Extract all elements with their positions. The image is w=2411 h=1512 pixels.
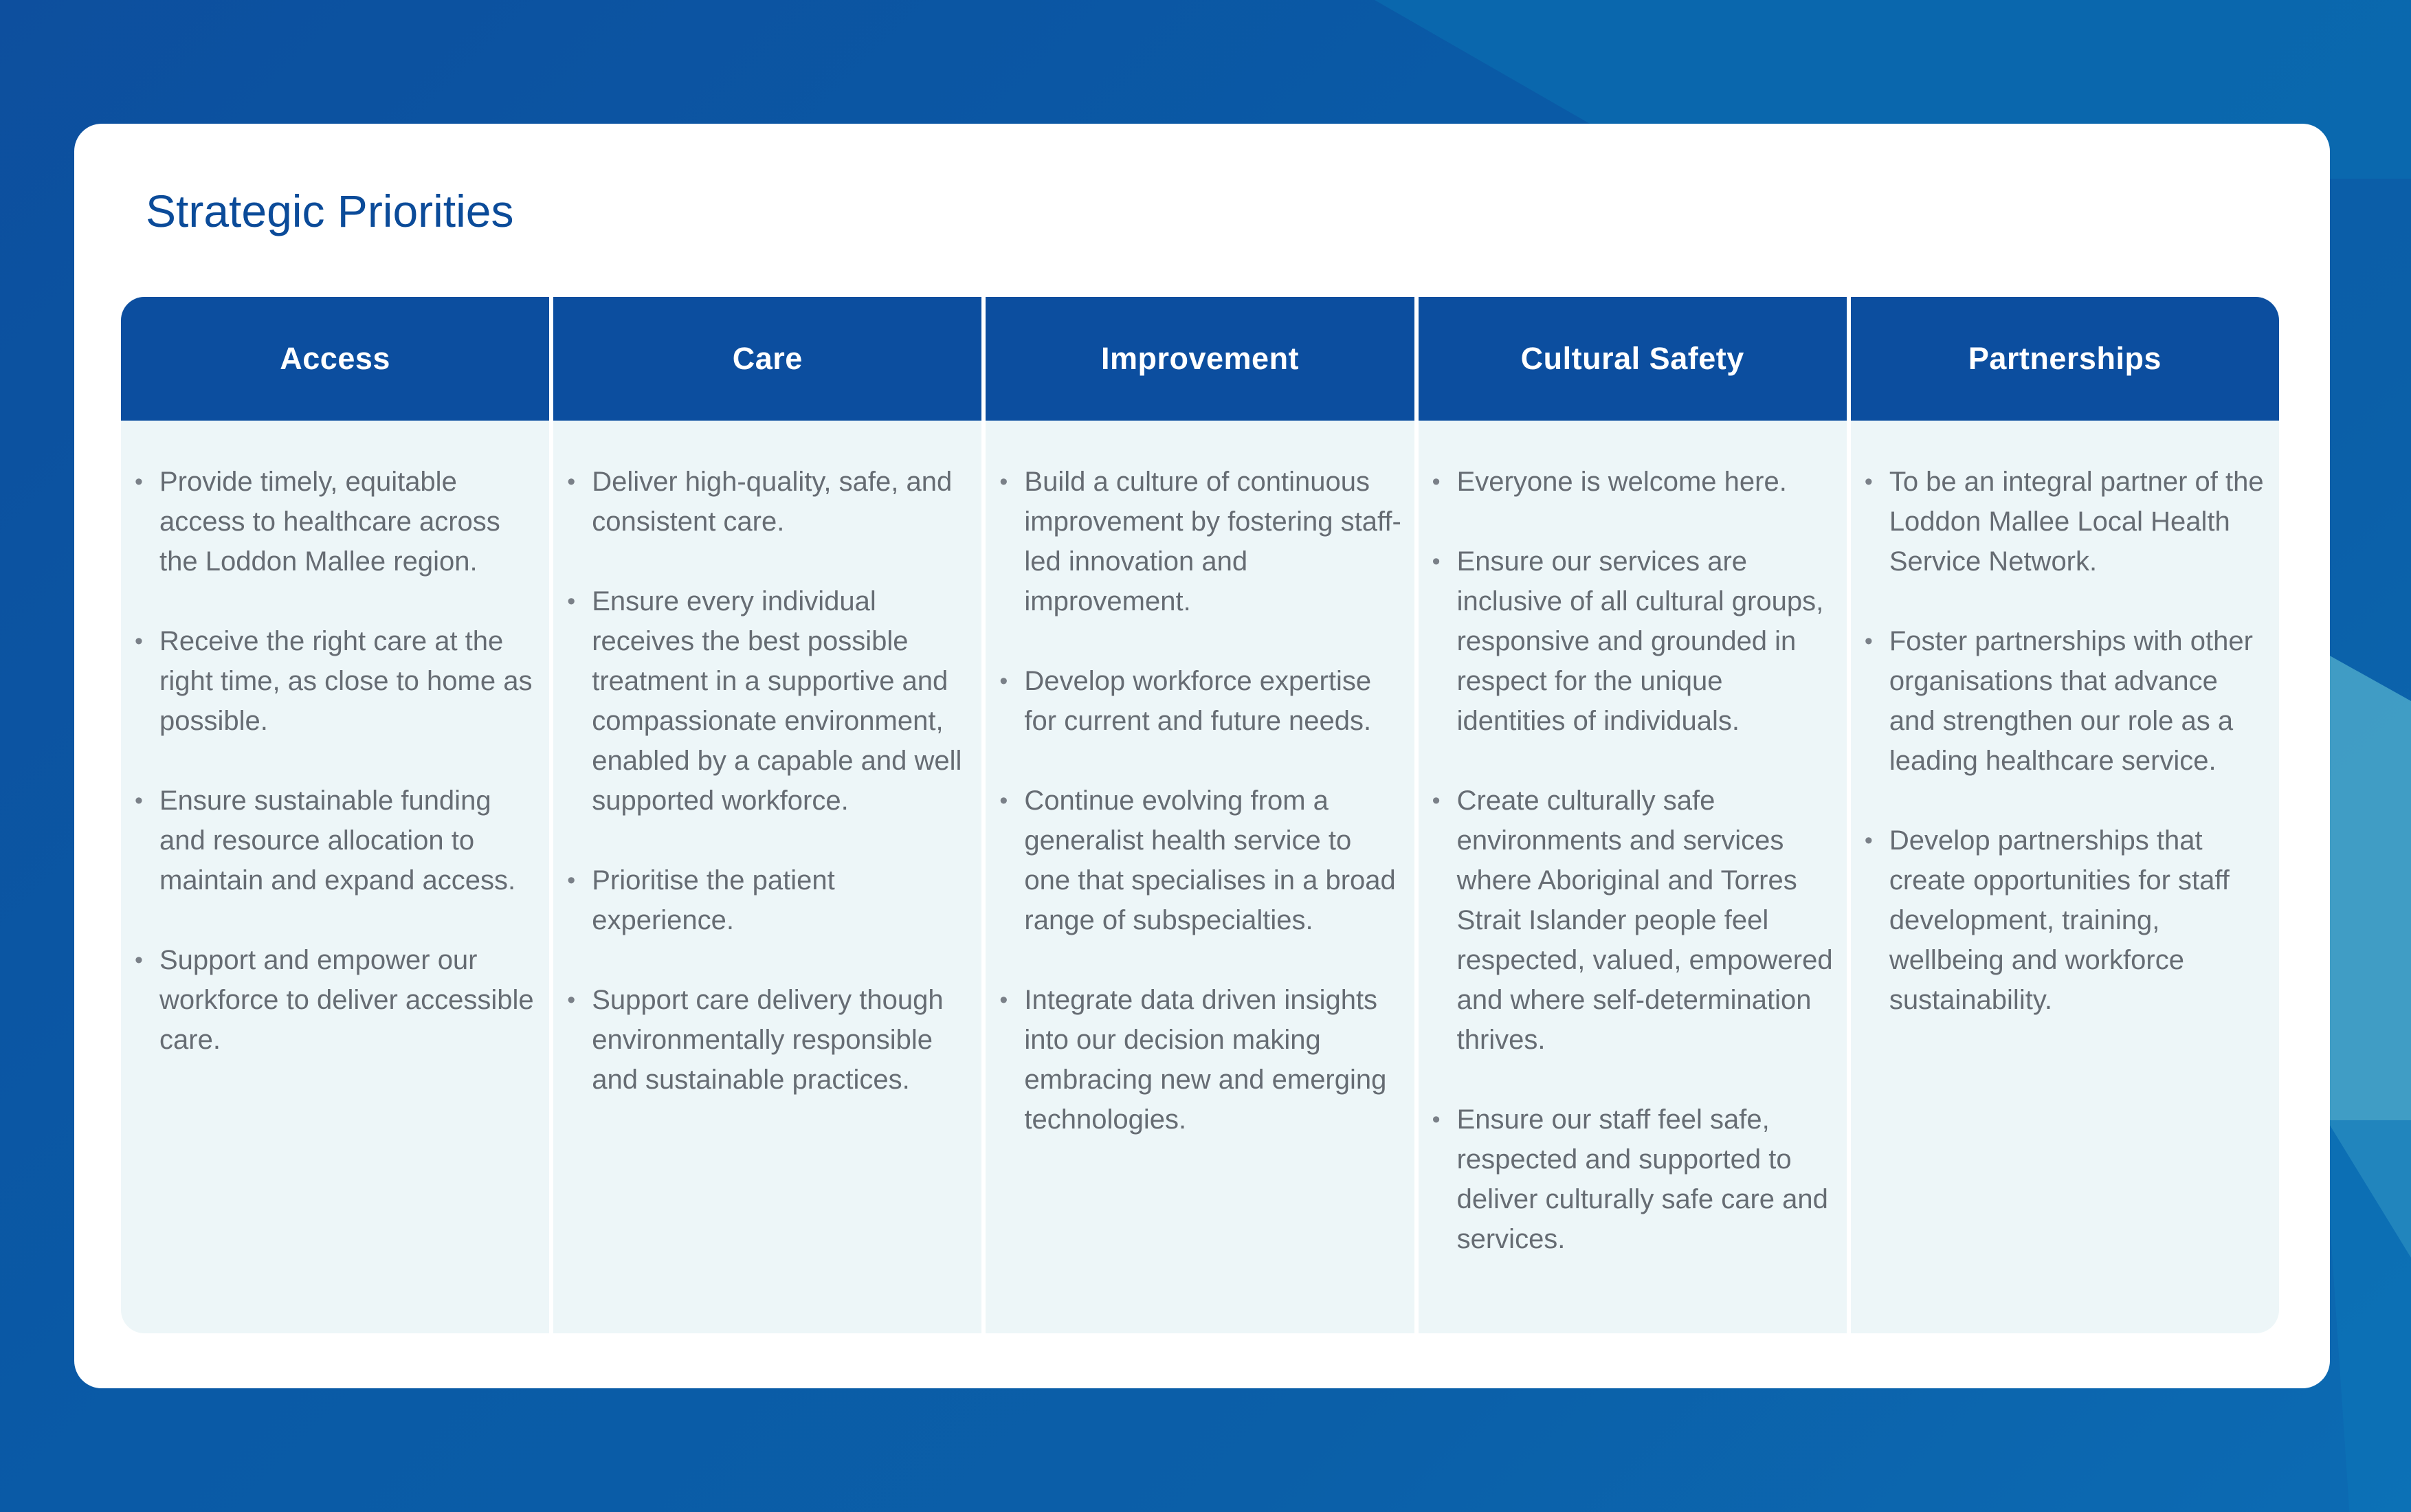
access-priority-list [135,462,537,1060]
priority-column-care [553,297,981,1333]
column-body-access [121,421,549,1333]
column-body-care [553,421,981,1333]
list-item: • Deliver high-quality, safe, and consistent care. [567,462,969,542]
list-item: • Support care delivery though environmentally responsible and sustainable practices. [567,980,969,1100]
priority-column-improvement [986,297,1414,1333]
list-item: • Everyone is welcome here. [1432,462,1834,502]
list-item: • Develop workforce expertise for current and future needs. [999,661,1401,741]
list-item: • Ensure every individual receives the best possible treatment in a supportive and compassionate environment, enabled by a capable and well supported workforce. [567,581,969,821]
column-body-cultural-safety [1419,421,1847,1333]
list-item: • Prioritise the patient experience. [567,860,969,940]
list-item: • Build a culture of continuous improvement by fostering staff-led innovation and improvement. [999,462,1401,621]
column-header-care: Care [553,297,981,421]
priorities-table [121,297,2279,1333]
cultural-safety-priority-list [1432,462,1834,1259]
list-item: • Provide timely, equitable access to healthcare across the Loddon Mallee region. [135,462,537,581]
column-header-cultural-safety: Cultural Safety [1419,297,1847,421]
partnerships-priority-list [1865,462,2267,1020]
priority-column-cultural-safety [1419,297,1847,1333]
priority-column-partnerships [1851,297,2279,1333]
column-body-partnerships [1851,421,2279,1333]
list-item: • Integrate data driven insights into our decision making embracing new and emerging technologies. [999,980,1401,1139]
list-item: • Ensure our staff feel safe, respected and supported to deliver culturally safe care and services. [1432,1100,1834,1259]
list-item: • Create culturally safe environments and services where Aboriginal and Torres Strait Islander people feel respected, valued, empowered and where self-determination thrives. [1432,781,1834,1060]
page-title: Strategic Priorities [146,186,514,236]
list-item: • Ensure our services are inclusive of all cultural groups, responsive and grounded in respect for the unique identities of individuals. [1432,542,1834,741]
list-item: • Foster partnerships with other organisations that advance and strengthen our role as a leading healthcare service. [1865,621,2267,781]
care-priority-list [567,462,969,1100]
column-header-improvement: Improvement [986,297,1414,421]
list-item: • Receive the right care at the right time, as close to home as possible. [135,621,537,741]
improvement-priority-list [999,462,1401,1139]
list-item: • Continue evolving from a generalist health service to one that specialises in a broad range of subspecialties. [999,781,1401,940]
list-item: • Support and empower our workforce to deliver accessible care. [135,940,537,1060]
column-header-access: Access [121,297,549,421]
column-header-partnerships: Partnerships [1851,297,2279,421]
list-item: • Ensure sustainable funding and resource allocation to maintain and expand access. [135,781,537,900]
column-body-improvement [986,421,1414,1333]
list-item: • To be an integral partner of the Loddon Mallee Local Health Service Network. [1865,462,2267,581]
list-item: • Develop partnerships that create opportunities for staff development, training, wellbeing and workforce sustainability. [1865,821,2267,1020]
priority-column-access [121,297,549,1333]
strategic-priorities-card [74,124,2330,1388]
background-shape-bottom-right [2323,1120,2411,1512]
